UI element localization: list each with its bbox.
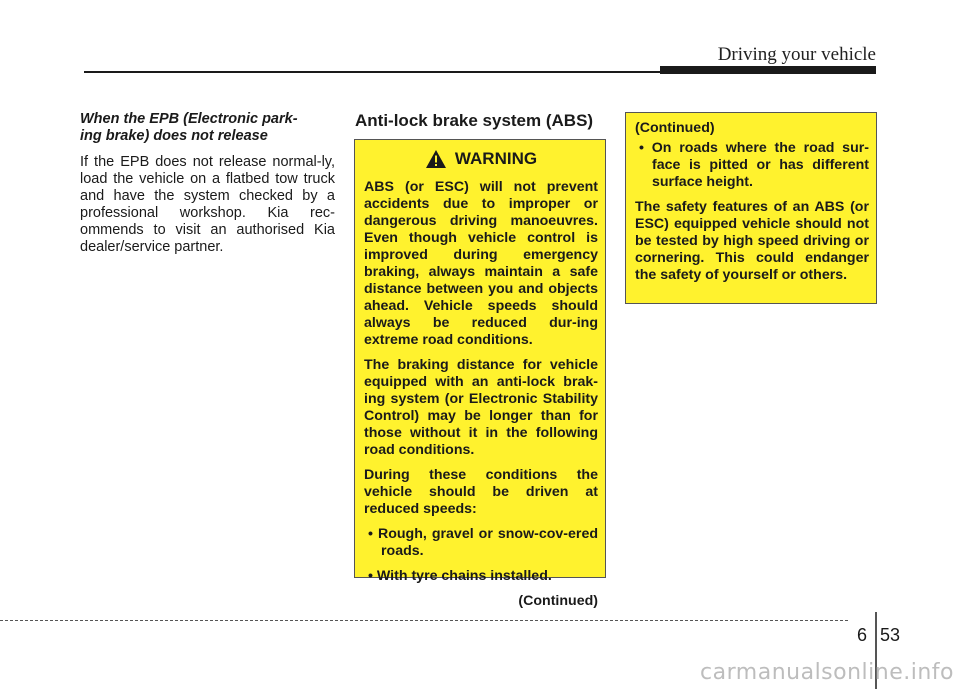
warning-label: WARNING	[454, 149, 538, 168]
warning-bullet: • Rough, gravel or snow-cov-ered roads.	[368, 526, 598, 559]
watermark: carmanualsonline.info	[700, 660, 954, 685]
warning-bullet: • With tyre chains installed.	[368, 568, 552, 584]
epb-subheading-line1: When the EPB (Electronic park-	[80, 111, 298, 127]
warning-bullet: • On roads where the road sur-face is pitted or has different surface height.	[639, 140, 869, 190]
warning-paragraph: During these conditions the vehicle should be driven at reduced speeds:	[364, 467, 598, 517]
warning-header	[364, 149, 598, 169]
continued-label: (Continued)	[635, 120, 715, 136]
epb-subheading-line2: ing brake) does not release	[80, 128, 268, 144]
epb-body: If the EPB does not release normal-ly, load the vehicle on a flatbed tow truck and have the system checked by a professional workshop. Kia rec-ommends to visit an authorised Kia dealer/service partner.	[80, 154, 335, 255]
epb-section	[80, 111, 335, 256]
warning-paragraph: ABS (or ESC) will not prevent accidents due to improper or dangerous driving manoeuvres. Even though vehicle control is improved during emergency braking, always maintain a safe distance between you and objects ahead. Vehicle speeds should always be reduced dur-ing extreme road conditions.	[364, 179, 598, 348]
continued-label: (Continued)	[518, 593, 598, 609]
header-title: Driving your vehicle	[717, 44, 876, 65]
page-number: 53	[880, 625, 901, 645]
warning-box	[354, 139, 606, 609]
header-rule	[84, 71, 660, 73]
warning-paragraph: The braking distance for vehicle equipped with an anti-lock brak-ing system (or Electronic Stability Control) may be longer than for those without it in the following road conditions.	[364, 357, 598, 458]
warning-paragraph: The safety features of an ABS (or ESC) equipped vehicle should not be tested by high speed driving or cornering. This could endanger the safety of yourself or others.	[635, 199, 869, 283]
header-rule-bar	[660, 66, 876, 74]
chapter-number: 6	[857, 625, 868, 645]
warning-continuation-box	[625, 112, 877, 304]
warning-triangle-icon	[425, 149, 447, 169]
epb-subheading	[80, 111, 335, 145]
footer-rule	[0, 620, 848, 621]
abs-section-title: Anti-lock brake system (ABS)	[355, 111, 594, 130]
